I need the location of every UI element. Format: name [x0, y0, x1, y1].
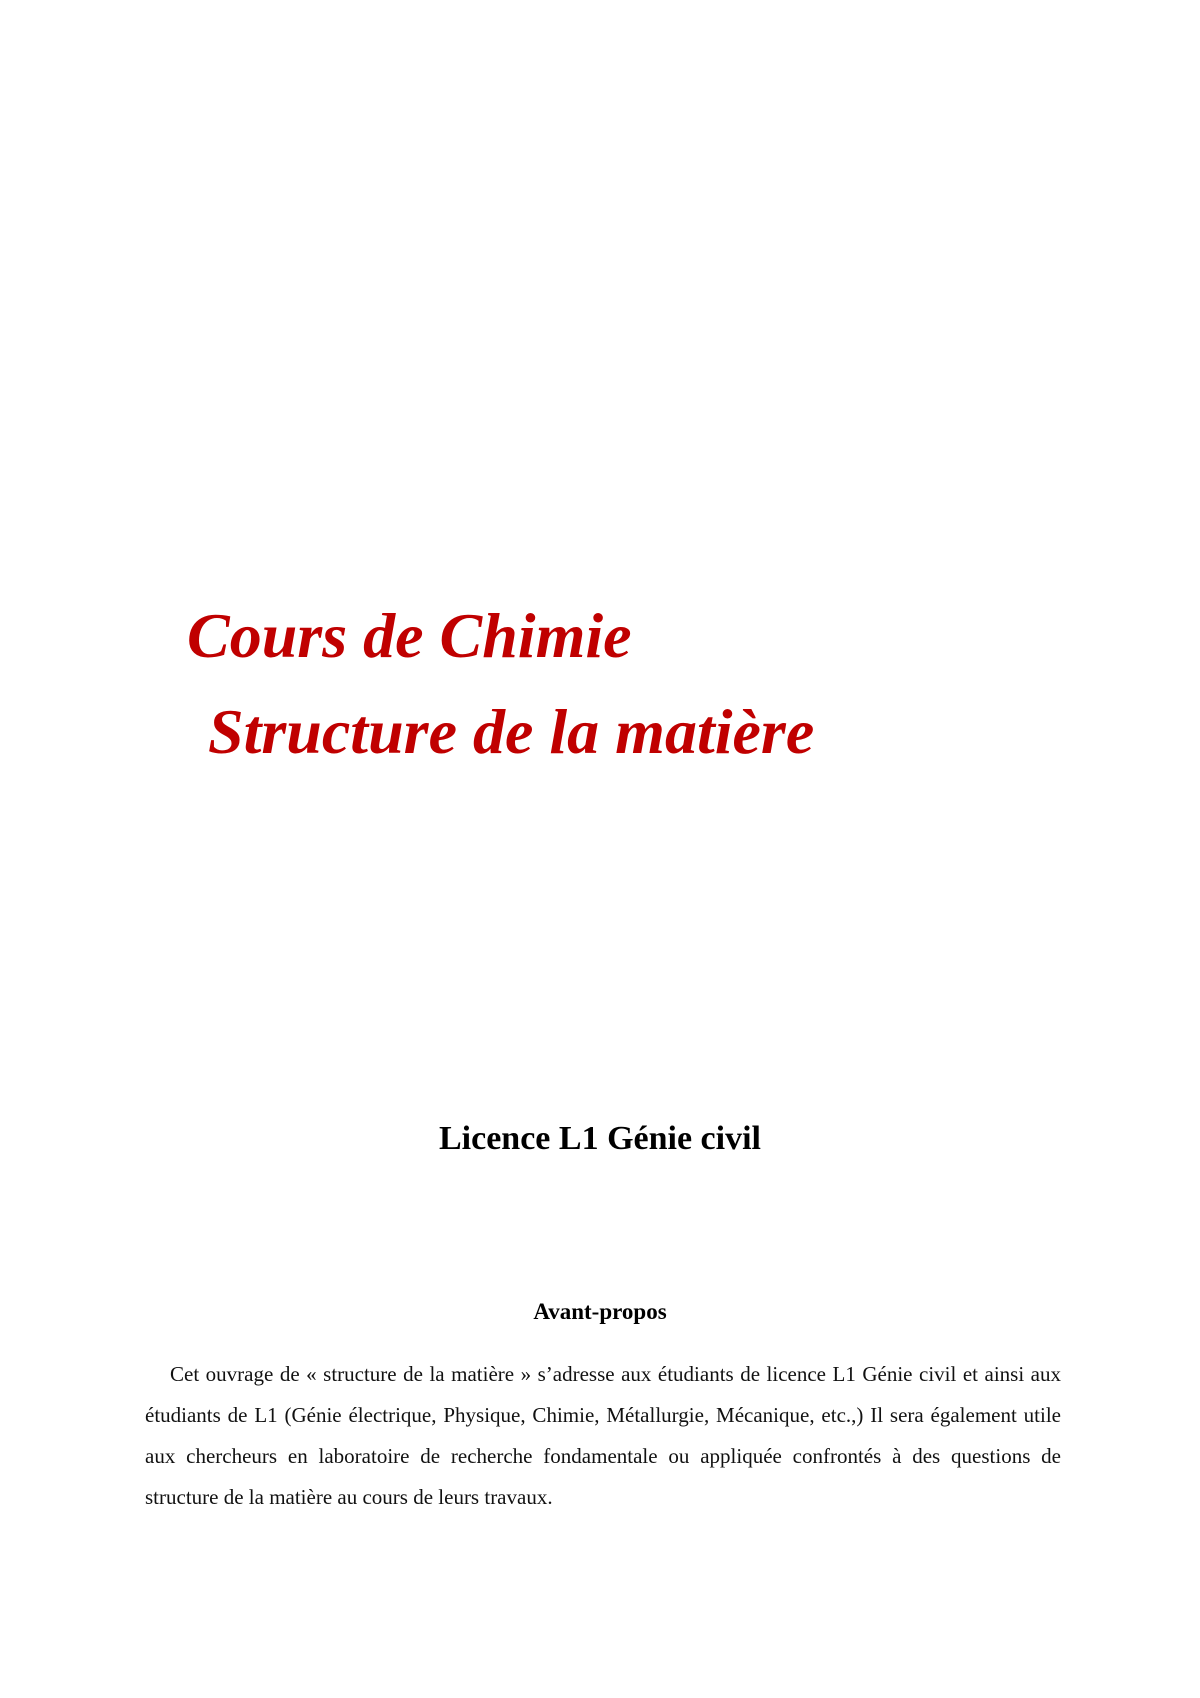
foreword-paragraph: Cet ouvrage de « structure de la matière » s’adresse aux étudiants de licence L1 Génie civil et ainsi aux étudiants de L1 (Génie électrique, Physique, Chimie, Métallurgie, Mécanique, etc.,) Il sera également utile aux chercheurs en laboratoire de recherche fondamentale ou appliquée confrontés à des questions de structure de la matière au cours de leurs travaux.	[145, 1362, 1061, 1509]
course-subtitle: Licence L1 Génie civil	[439, 1120, 761, 1157]
title-line-2: Structure de la matière	[208, 696, 815, 767]
title-line-1: Cours de Chimie	[187, 600, 632, 671]
foreword-heading: Avant-propos	[533, 1299, 667, 1324]
